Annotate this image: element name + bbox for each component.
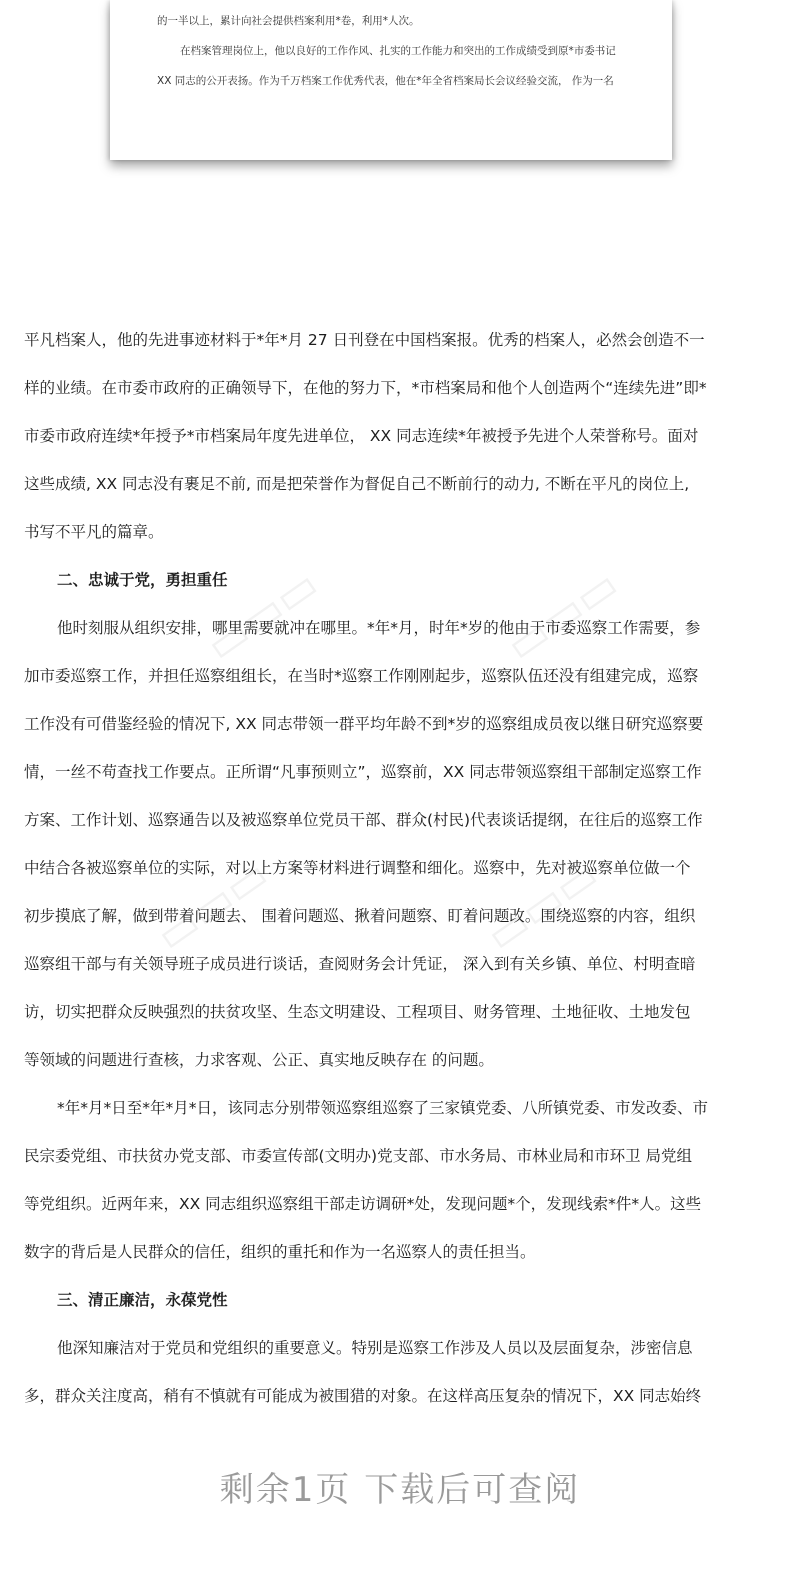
remaining-pages-notice[interactable]: 剩余1页 下载后可查阅: [219, 1470, 581, 1510]
text-line: 他深知廉洁对于党员和党组织的重要意义。特别是巡察工作涉及人员以及层面复杂，涉密信息: [57, 1339, 693, 1357]
text-line: 书写不平凡的篇章。: [24, 523, 164, 541]
text-line: 方案、工作计划、巡察通告以及被巡察单位党员干部、群众(村民)代表谈话提纲，在往后的巡察工作: [24, 811, 703, 829]
watermark: ▭▭▭: [146, 848, 279, 963]
document-preview-card: [110, 0, 672, 160]
text-line: 民宗委党组、市扶贫办党支部、市委宣传部(文明办)党支部、市水务局、市林业局和市环卫 局党组: [24, 1147, 693, 1165]
text-line: 等领域的问题进行查核，力求客观、公正、真实地反映存在 的问题。: [24, 1051, 494, 1069]
watermark: ▭▭▭: [196, 558, 329, 673]
preview-line: 在档案管理岗位上，他以良好的工作作风、扎实的工作能力和突出的工作成绩受到原*市委书记: [180, 45, 616, 57]
text-line: 数字的背后是人民群众的信任，组织的重托和作为一名巡察人的责任担当。: [24, 1243, 536, 1261]
text-line: 情，一丝不苟查找工作要点。正所谓“凡事预则立”，巡察前，XX 同志带领巡察组干部制定巡察工作: [24, 763, 702, 781]
preview-line: 的一半以上，累计向社会提供档案利用*卷，利用*人次。: [157, 15, 420, 27]
text-line: 多，群众关注度高，稍有不慎就有可能成为被围猎的对象。在这样高压复杂的情况下，XX 同志始终: [24, 1387, 702, 1405]
text-line: *年*月*日至*年*月*日，该同志分别带领巡察组巡察了三家镇党委、八所镇党委、市发改委、市: [57, 1099, 709, 1117]
text-line: 工作没有可借鉴经验的情况下, XX 同志带领一群平均年龄不到*岁的巡察组成员夜以继日研究巡察要: [24, 715, 704, 733]
watermark: ▭▭▭: [476, 848, 609, 963]
text-line: 他时刻服从组织安排，哪里需要就冲在哪里。*年*月，时年*岁的他由于市委巡察工作需要，参: [57, 619, 701, 637]
watermark: ▭▭▭: [496, 558, 629, 673]
document-body: [24, 316, 776, 1420]
text-line: 中结合各被巡察单位的实际，对以上方案等材料进行调整和细化。巡察中，先对被巡察单位做一个: [24, 859, 691, 877]
text-line: 访，切实把群众反映强烈的扶贫攻坚、生态文明建设、工程项目、财务管理、土地征收、土地发包: [24, 1003, 691, 1021]
text-line: 样的业绩。在市委市政府的正确领导下，在他的努力下，*市档案局和他个人创造两个“连续先进”即*: [24, 379, 707, 397]
text-line: 等党组织。近两年来，XX 同志组织巡察组干部走访调研*处，发现问题*个，发现线索*件*人。这些: [24, 1195, 702, 1213]
text-line: 这些成绩, XX 同志没有裹足不前, 而是把荣誉作为督促自己不断前行的动力, 不断在平凡的岗位上,: [24, 475, 690, 493]
preview-line: XX 同志的公开表扬。作为千万档案工作优秀代表，他在*年全省档案局长会议经验交流， 作为一名: [157, 75, 614, 87]
section-heading: 三、清正廉洁，永葆党性: [57, 1291, 228, 1309]
text-line: 加市委巡察工作，并担任巡察组组长，在当时*巡察工作刚刚起步，巡察队伍还没有组建完成，巡察: [24, 667, 699, 685]
section-heading: 二、忠诚于党，勇担重任: [57, 571, 228, 589]
text-line: 市委市政府连续*年授予*市档案局年度先进单位， XX 同志连续*年被授予先进个人荣誉称号。面对: [24, 427, 699, 445]
text-line: 平凡档案人，他的先进事迹材料于*年*月 27 日刊登在中国档案报。优秀的档案人，必然会创造不一: [24, 331, 705, 349]
text-line: 初步摸底了解，做到带着问题去、 围着问题巡、揪着问题察、盯着问题改。围绕巡察的内容，组织: [24, 907, 696, 925]
text-line: 巡察组干部与有关领导班子成员进行谈话，查阅财务会计凭证， 深入到有关乡镇、单位、村明查暗: [24, 955, 696, 973]
